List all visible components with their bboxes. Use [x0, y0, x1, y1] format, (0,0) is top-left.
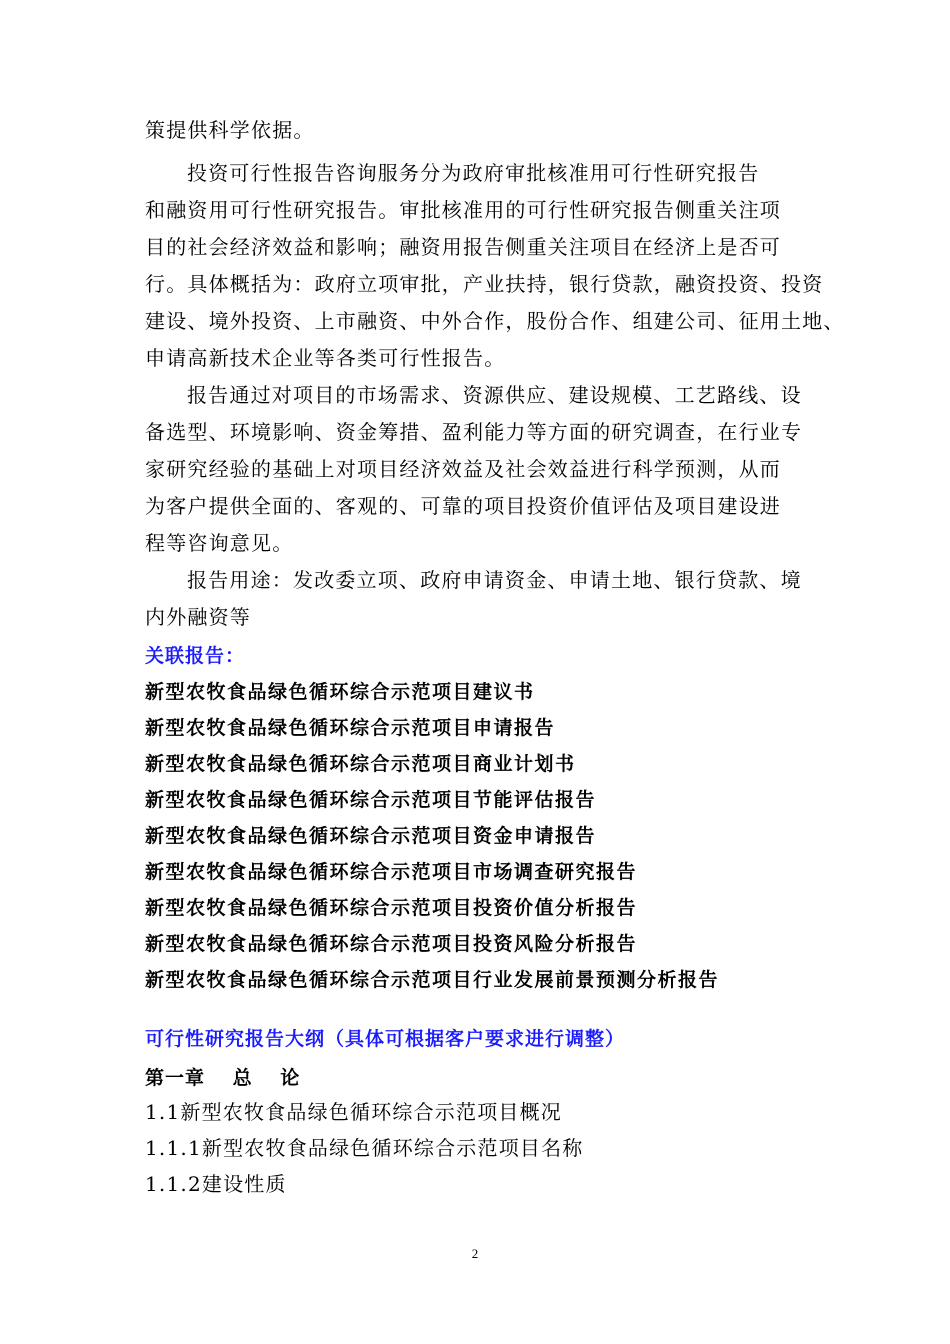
paragraph-line: 报告用途：发改委立项、政府申请资金、申请土地、银行贷款、境: [187, 568, 802, 592]
paragraph-line: 和融资用可行性研究报告。审批核准用的可行性研究报告侧重关注项: [145, 198, 781, 222]
chapter-title: 第一章 总 论: [145, 1067, 301, 1089]
paragraph-line: 内外融资等: [145, 605, 251, 629]
outline-heading: 可行性研究报告大纲（具体可根据客户要求进行调整）: [145, 1028, 626, 1050]
paragraph-line: 目的社会经济效益和影响；融资用报告侧重关注项目在经济上是否可: [145, 235, 781, 259]
related-report-item: 新型农牧食品绿色循环综合示范项目建议书: [145, 681, 535, 703]
related-report-item: 新型农牧食品绿色循环综合示范项目行业发展前景预测分析报告: [145, 969, 720, 991]
section-heading: 1.1.2建设性质: [145, 1172, 287, 1196]
paragraph-line: 申请高新技术企业等各类可行性报告。: [145, 346, 506, 370]
paragraph-line: 策提供科学依据。: [145, 118, 315, 142]
paragraph-line: 建设、境外投资、上市融资、中外合作，股份合作、组建公司、征用土地、: [145, 309, 845, 333]
paragraph-line: 投资可行性报告咨询服务分为政府审批核准用可行性研究报告: [187, 161, 760, 185]
related-report-item: 新型农牧食品绿色循环综合示范项目投资价值分析报告: [145, 897, 638, 919]
paragraph-line: 家研究经验的基础上对项目经济效益及社会效益进行科学预测，从而: [145, 457, 781, 481]
paragraph-line: 备选型、环境影响、资金筹措、盈利能力等方面的研究调查，在行业专: [145, 420, 803, 444]
related-report-item: 新型农牧食品绿色循环综合示范项目市场调查研究报告: [145, 861, 638, 883]
page-number: 2: [471, 1246, 479, 1261]
related-report-item: 新型农牧食品绿色循环综合示范项目资金申请报告: [145, 825, 597, 847]
section-heading: 1.1新型农牧食品绿色循环综合示范项目概况: [145, 1100, 563, 1124]
paragraph-line: 程等咨询意见。: [145, 531, 294, 555]
related-reports-heading: 关联报告：: [145, 645, 246, 667]
related-report-item: 新型农牧食品绿色循环综合示范项目节能评估报告: [145, 789, 597, 811]
paragraph-line: 行。具体概括为：政府立项审批，产业扶持，银行贷款，融资投资、投资: [145, 272, 824, 296]
paragraph-line: 报告通过对项目的市场需求、资源供应、建设规模、工艺路线、设: [187, 383, 802, 407]
related-report-item: 新型农牧食品绿色循环综合示范项目商业计划书: [145, 753, 576, 775]
paragraph-line: 为客户提供全面的、客观的、可靠的项目投资价值评估及项目建设进: [145, 494, 781, 518]
related-report-item: 新型农牧食品绿色循环综合示范项目申请报告: [145, 717, 556, 739]
related-report-item: 新型农牧食品绿色循环综合示范项目投资风险分析报告: [145, 933, 638, 955]
section-heading: 1.1.1新型农牧食品绿色循环综合示范项目名称: [145, 1136, 584, 1160]
